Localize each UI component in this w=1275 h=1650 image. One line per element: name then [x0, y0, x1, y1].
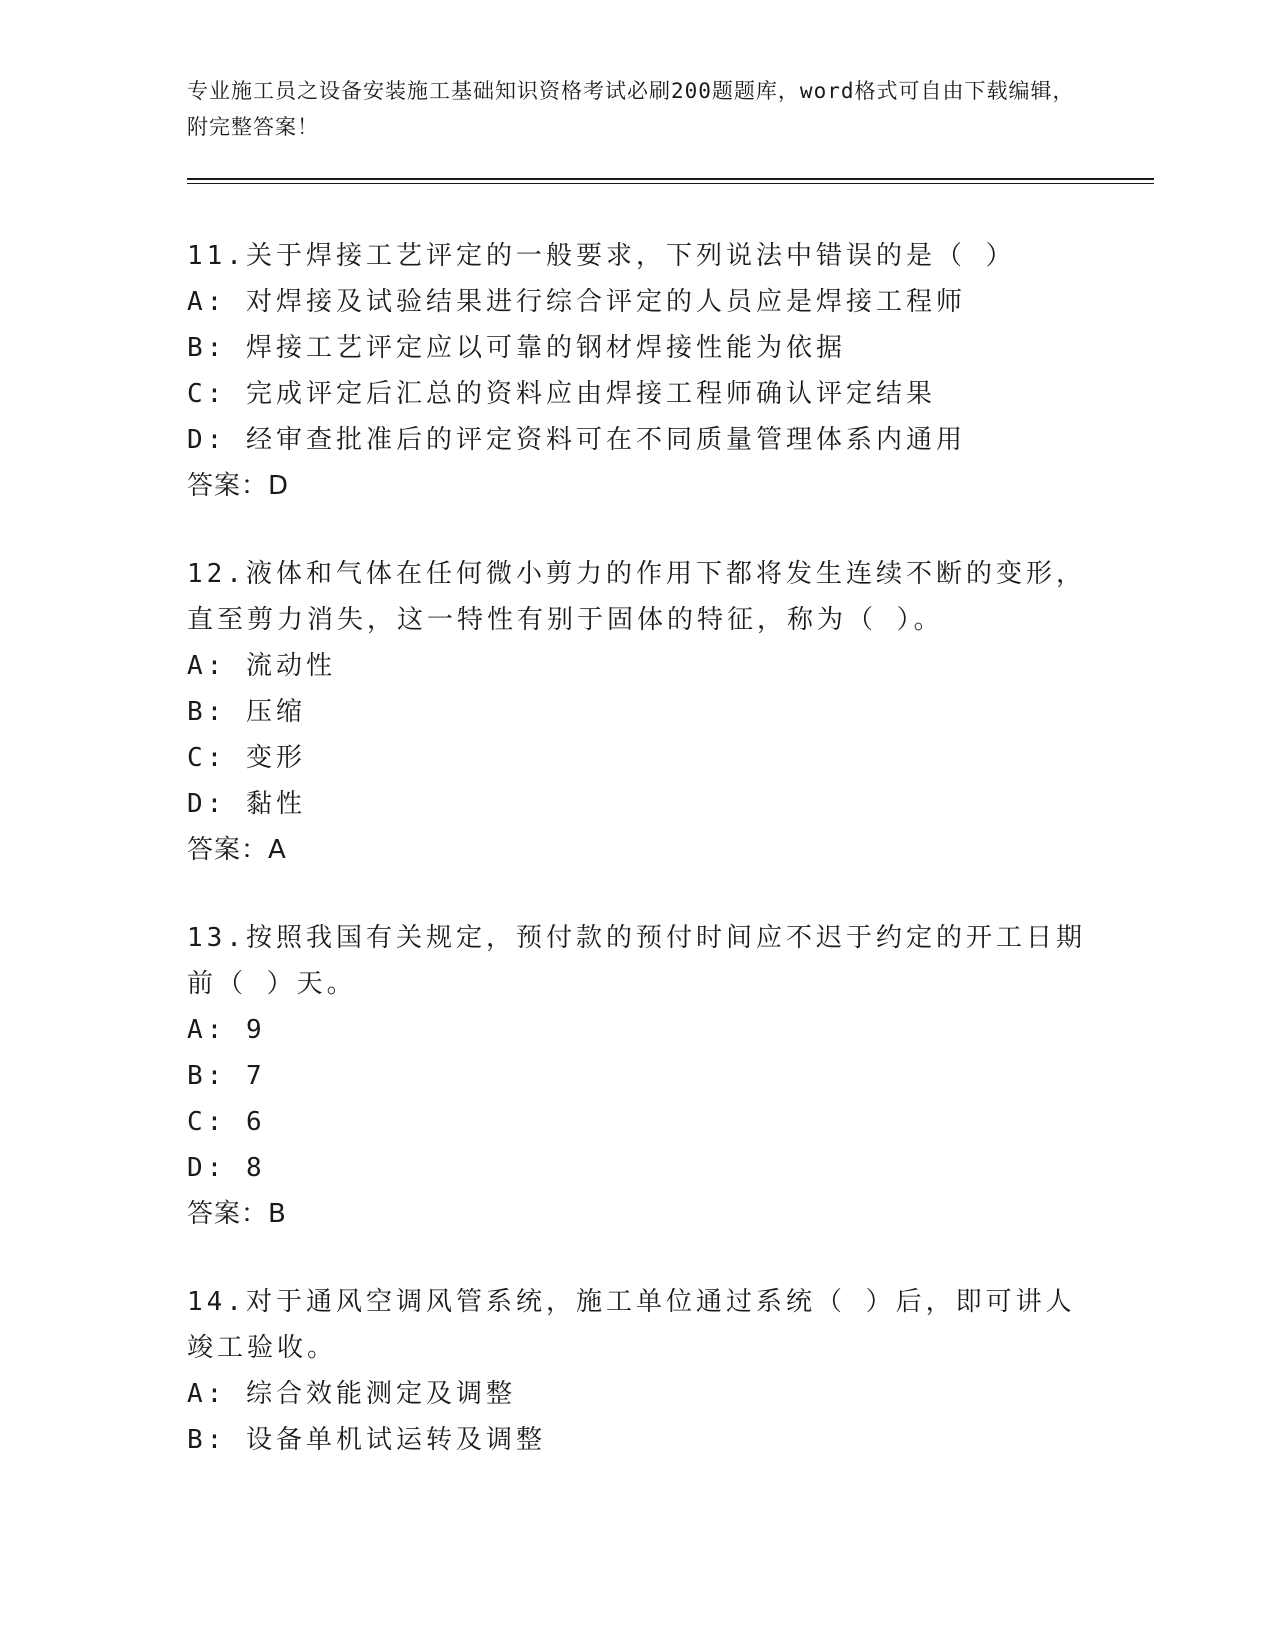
- option-a: A: 流动性: [187, 651, 336, 681]
- header-divider-thin: [187, 183, 1154, 184]
- question-stem: 13.按照我国有关规定，预付款的预付时间应不迟于约定的开工日期前（ ）天。: [187, 923, 1086, 999]
- option-d: D: 8: [187, 1153, 266, 1183]
- header-divider-thick: [187, 178, 1154, 180]
- option-d: D: 黏性: [187, 789, 306, 819]
- option-a: A: 综合效能测定及调整: [187, 1379, 516, 1409]
- question-item: [187, 233, 1087, 509]
- answer-line: 答案：B: [187, 1199, 287, 1229]
- question-stem: 12.液体和气体在任何微小剪力的作用下都将发生连续不断的变形，直至剪力消失，这一特性有别于固体的特征，称为（ ）。: [187, 559, 1086, 635]
- answer-line: 答案：A: [187, 835, 287, 865]
- option-b: B: 焊接工艺评定应以可靠的钢材焊接性能为依据: [187, 333, 846, 363]
- option-b: B: 压缩: [187, 697, 306, 727]
- answer-line: 答案：D: [187, 471, 290, 501]
- question-item: [187, 915, 1087, 1237]
- question-item: [187, 551, 1087, 873]
- option-b: B: 7: [187, 1061, 266, 1091]
- option-d: D: 经审查批准后的评定资料可在不同质量管理体系内通用: [187, 425, 966, 455]
- option-c: C: 完成评定后汇总的资料应由焊接工程师确认评定结果: [187, 379, 936, 409]
- question-list: [187, 233, 1087, 1505]
- option-c: C: 变形: [187, 743, 306, 773]
- document-header: 专业施工员之设备安装施工基础知识资格考试必刷200题题库，word格式可自由下载编辑，附完整答案！: [187, 79, 1075, 139]
- question-stem: 14.对于通风空调风管系统，施工单位通过系统（ ）后，即可讲人竣工验收。: [187, 1287, 1076, 1363]
- question-stem: 11.关于焊接工艺评定的一般要求，下列说法中错误的是（ ）: [187, 241, 1016, 271]
- question-item: [187, 1279, 1087, 1463]
- option-a: A: 9: [187, 1015, 266, 1045]
- option-a: A: 对焊接及试验结果进行综合评定的人员应是焊接工程师: [187, 287, 966, 317]
- option-c: C: 6: [187, 1107, 266, 1137]
- option-b: B: 设备单机试运转及调整: [187, 1425, 546, 1455]
